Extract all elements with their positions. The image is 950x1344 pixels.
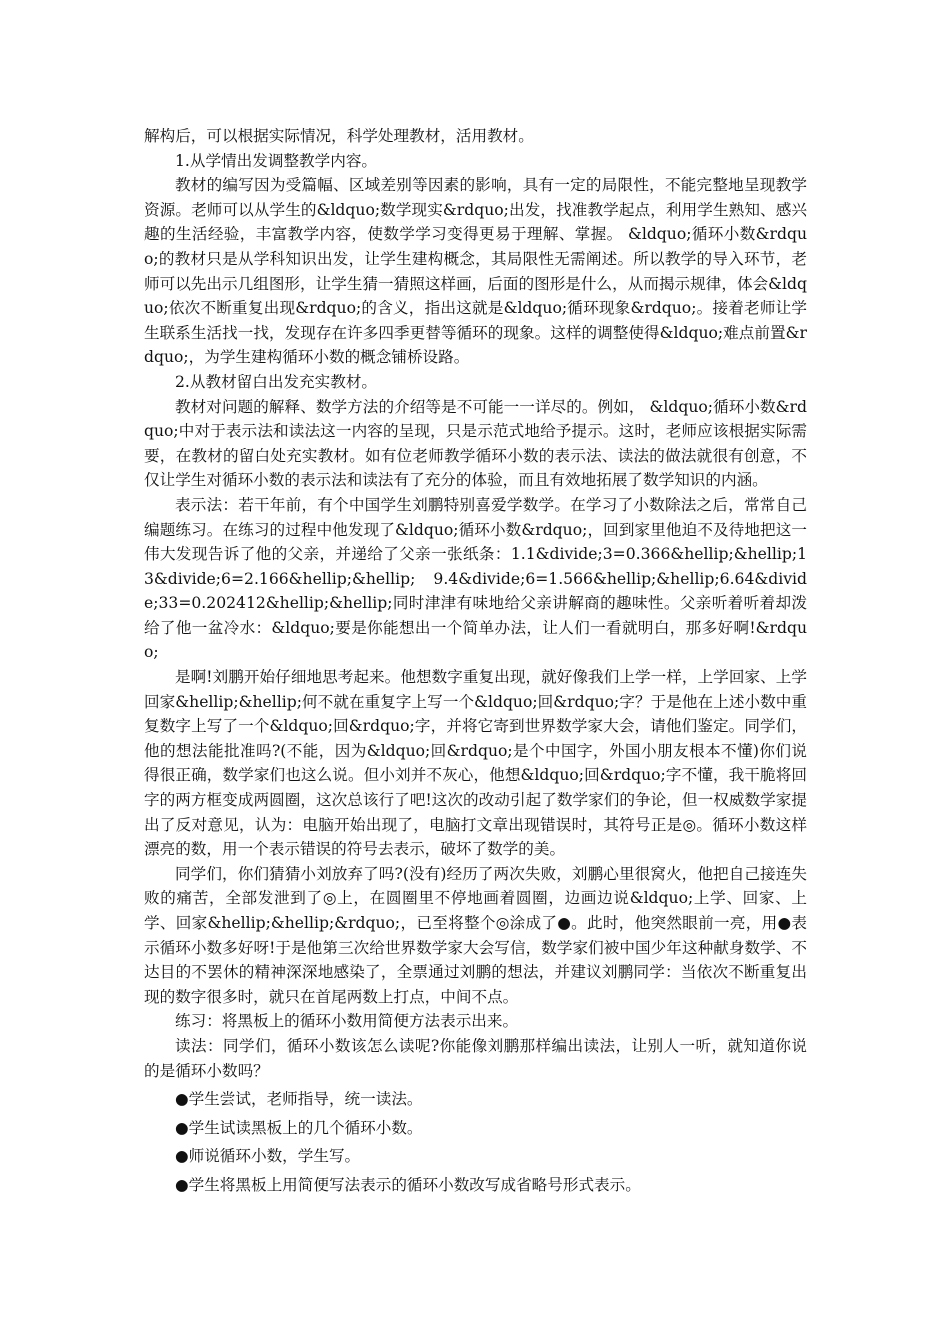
reading-paragraph: 读法：同学们，循环小数该怎么读呢?你能像刘鹏那样编出读法，让别人一听，就知道你说的是循环小数吗？ (144, 1036, 807, 1080)
heading-1: 1.从学情出发调整教学内容。 (175, 151, 378, 170)
paragraph-4: 是啊!刘鹏开始仔细地思考起来。他想数字重复出现，就好像我们上学一样，上学回家、上学回家&hellip;&hellip;何不就在重复字上写一个&ldquo;回&rdquo;字？于是他在上述小数中重复数字上写了一个&ldquo;回&rdquo;字，并将它寄到世界数学家大会，请他们鉴定。同学们，他的想法能批准吗?(不能，因为&ldquo;回&rdquo;是个中国字，外国小朋友根本不懂)你们说得很正确，数学家们也这么说。但小刘并不灰心，他想&ldquo;回&rdquo;字不懂，我干脆将回字的两方框变成两圆圈，这次总该行了吧!这次的改动引起了数学家们的争论，但一权威数学家提出了反对意见，认为：电脑开始出现了，电脑打文章出现错误时，其符号正是◎。循环小数这样漂亮的数，用一个表示错误的符号去表示，破坏了数学的美。 (144, 668, 807, 859)
bullet-item-2: ●学生试读黑板上的几个循环小数。 (175, 1118, 423, 1137)
paragraph-5: 同学们，你们猜猜小刘放弃了吗?(没有)经历了两次失败，刘鹏心里很窝火，他把自己接连失败的痛苦，全部发泄到了◎上，在圆圈里不停地画着圆圈，边画边说&ldquo;上学、回家、上学、回家&hellip;&hellip;&rdquo;，已至将整个◎涂成了●。此时，他突然眼前一亮，用●表示循环小数多好呀!于是他第三次给世界数学家大会写信，数学家们被中国少年这种献身数学、不达目的不罢休的精神深深地感染了，全票通过刘鹏的想法，并建议刘鹏同学：当依次不断重复出现的数字很多时，就只在首尾两数上打点，中间不点。 (144, 864, 807, 1006)
paragraph-representation: 表示法：若干年前，有个中国学生刘鹏特别喜爱学数学。在学习了小数除法之后，常常自己编题练习。在练习的过程中他发现了&ldquo;循环小数&rdquo;，回到家里他迫不及待地把这一伟大发现告诉了他的父亲，并递给了父亲一张纸条：1.1&divide;3=0.366&hellip;&hellip;13&divide;6=2.166&hellip;&hellip; 9.4&divide;6=1.566&hellip;&hellip;6.64&divide;33=0.202412&hellip;&hellip;同时津津有味地给父亲讲解商的趣味性。父亲听着听着却泼给了他一盆冷水：&ldquo;要是你能想出一个简单办法，让人们一看就明白，那多好啊!&rdquo; (144, 495, 807, 662)
paragraph-1: 解构后，可以根据实际情况，科学处理教材，活用教材。 (144, 127, 534, 145)
document-page (144, 124, 807, 1198)
bullet-item-3: ●师说循环小数，学生写。 (175, 1147, 361, 1166)
paragraph-3: 教材对问题的解释、数学方法的介绍等是不可能一一详尽的。例如， &ldquo;循环小数&rdquo;中对于表示法和读法这一内容的呈现，只是示范式地给予提示。这时，老师应该根据实际需要，在教材的留白处充实教材。如有位老师教学循环小数的表示法、读法的做法就很有创意，不仅让学生对循环小数的表示法和读法有了充分的体验，而且有效地拓展了数学知识的内涵。 (144, 397, 807, 490)
heading-2: 2.从教材留白出发充实教材。 (175, 372, 378, 391)
exercise-paragraph: 练习：将黑板上的循环小数用简便方法表示出来。 (175, 1012, 519, 1031)
bullet-item-1: ●学生尝试，老师指导，统一读法。 (175, 1090, 423, 1109)
bullet-item-4: ●学生将黑板上用简便写法表示的循环小数改写成省略号形式表示。 (175, 1175, 641, 1194)
paragraph-2: 教材的编写因为受篇幅、区域差别等因素的影响，具有一定的局限性，不能完整地呈现教学资源。老师可以从学生的&ldquo;数学现实&rdquo;出发，找准教学起点，利用学生熟知、感兴趣的生活经验，丰富教学内容，使数学学习变得更易于理解、掌握。 &ldquo;循环小数&rdquo;的教材只是从学科知识出发，让学生建构概念，其局限性无需阐述。所以教学的导入环节，老师可以先出示几组图形，让学生猜一猜照这样画，后面的图形是什么，从而揭示规律，体会&ldquo;依次不断重复出现&rdquo;的含义，指出这就是&ldquo;循环现象&rdquo;。接着老师让学生联系生活找一找，发现存在许多四季更替等循环的现象。这样的调整使得&ldquo;难点前置&rdquo;，为学生建构循环小数的概念铺桥设路。 (144, 176, 807, 367)
